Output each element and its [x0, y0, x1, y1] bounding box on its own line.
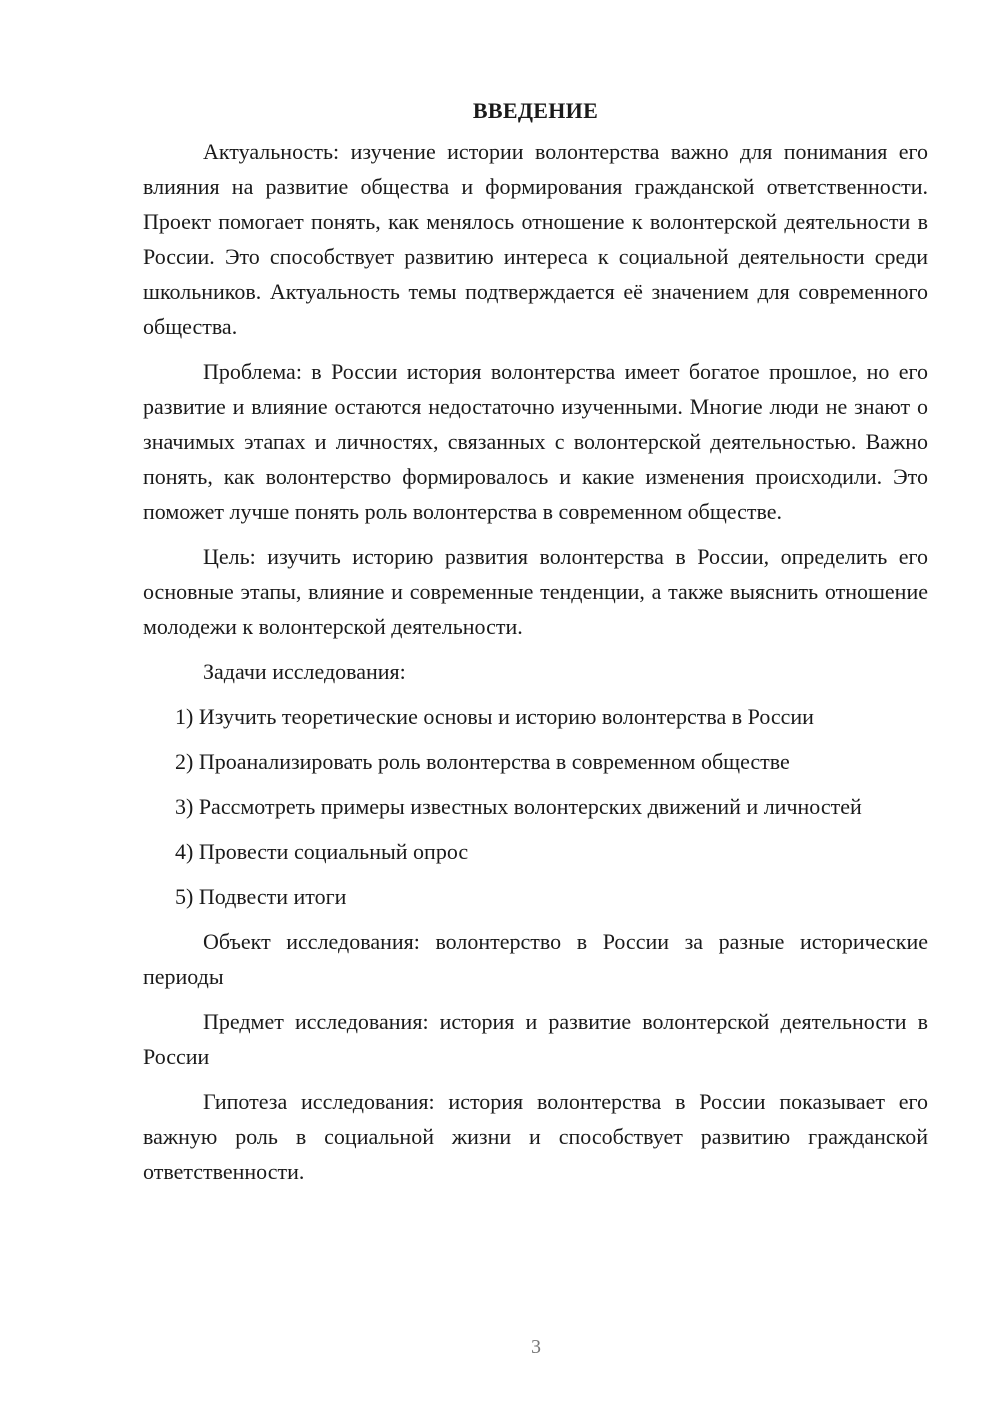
task-item-5: 5) Подвести итоги: [175, 884, 347, 909]
task-item-4: 4) Провести социальный опрос: [175, 839, 469, 864]
paragraph-hypothesis: Гипотеза исследования: история волонтерства в России показывает его важную роль в социальной жизни и способствует развитию гражданской ответственности.: [143, 1089, 928, 1184]
paragraph-problem: Проблема: в России история волонтерства имеет богатое прошлое, но его развитие и влияние остаются недостаточно изученными. Многие люди не знают о значимых этапах и личностях, связанных с волонтерской деятельностью. Важно понять, как волонтерство формировалось и какие изменения происходили. Это поможет лучше понять роль волонтерства в современном обществе.: [143, 359, 928, 524]
paragraph-goal: Цель: изучить историю развития волонтерства в России, определить его основные этапы, влияние и современные тенденции, а также выяснить отношение молодежи к волонтерской деятельности.: [143, 544, 928, 639]
task-item-1: 1) Изучить теоретические основы и историю волонтерства в России: [175, 704, 814, 729]
paragraph-subject: Предмет исследования: история и развитие волонтерской деятельности в России: [143, 1009, 928, 1069]
paragraph-object: Объект исследования: волонтерство в России за разные исторические периоды: [143, 929, 928, 989]
section-title: ВВЕДЕНИЕ: [472, 98, 599, 123]
task-item-2: 2) Проанализировать роль волонтерства в современном обществе: [175, 749, 790, 774]
page-content: [143, 96, 928, 1199]
paragraph-relevance: Актуальность: изучение истории волонтерства важно для понимания его влияния на развитие общества и формирования гражданской ответственности. Проект помогает понять, как менялось отношение к волонтерской деятельности в России. Это способствует развитию интереса к социальной деятельности среди школьников. Актуальность темы подтверждается её значением для современного общества.: [143, 139, 928, 339]
task-item-3: 3) Рассмотреть примеры известных волонтерских движений и личностей: [175, 794, 862, 819]
paragraph-tasks-heading: Задачи исследования:: [203, 659, 406, 684]
page-number: 3: [531, 1336, 541, 1358]
